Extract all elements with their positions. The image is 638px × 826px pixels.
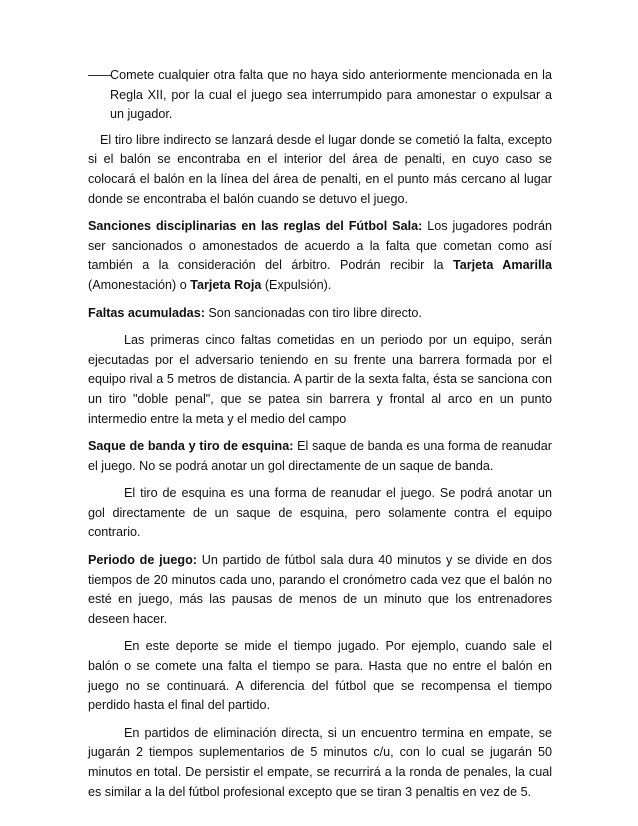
heading-periodo-de-juego: Periodo de juego: [88, 553, 197, 568]
paragraph-primeras-faltas: Las primeras cinco faltas cometidas en un periodo por un equipo, serán ejecutadas por el adversario teniendo en su frente una barrera formada por el equipo rival a 5 metros de distancia. A partir de la sexta falta, ésta se sanciona con un tiro "doble penal", que se patea sin barrera y frontal al arco en un punto intermedio entre la meta y el medio del campo [88, 333, 552, 426]
em-dash-bullet: —— [88, 68, 112, 82]
faltas-text: Son sancionadas con tiro libre directo. [204, 305, 422, 320]
tarjeta-roja-label: Tarjeta Roja [190, 277, 262, 292]
paragraph-faltas-acumuladas [88, 304, 552, 324]
paragraph-eliminacion-directa: En partidos de eliminación directa, si un encuentro termina en empate, se jugarán 2 tiempos suplementarios de 5 minutos c/u, con lo cual se jugarán 50 minutos en total. De persistir el empate, se recurrirá a la ronda de penales, la cual es similar a la del fútbol profesional excepto que se tiran 3 penaltis en vez de 5. [88, 725, 552, 799]
paragraph-tiro-de-esquina: El tiro de esquina es una forma de reanudar el juego. Se podrá anotar un gol directamente de un saque de esquina, pero solamente contra el equipo contrario. [88, 486, 552, 540]
tarjeta-amarilla-label: Tarjeta Amarilla [452, 258, 553, 273]
rule-bullet-item [88, 66, 552, 125]
sanciones-text-b: (Amonestación) o [88, 277, 191, 292]
paragraph-tiempo-jugado: En este deporte se mide el tiempo jugado. Por ejemplo, cuando sale el balón o se comete una falta el tiempo se para. Hasta que no entre el balón en juego no se continuará. A diferencia del fútbol que se recompensa el tiempo perdido hasta el final del partido. [88, 639, 552, 713]
paragraph-sanciones [88, 217, 552, 295]
periodo-text: Un partido de fútbol sala dura 40 minutos y se divide en dos tiempos de 20 minutos cada uno, parando el cronómetro cada vez que el balón no esté en juego, más las pausas de menos de un minuto que los entrenadores deseen hacer. [88, 553, 552, 626]
paragraph-periodo-de-juego [88, 551, 552, 629]
heading-sanciones: Sanciones disciplinarias en las reglas del Fútbol Sala: [88, 219, 423, 234]
paragraph-saque-de-banda [88, 437, 552, 476]
paragraph-tiro-libre-indirecto: El tiro libre indirecto se lanzará desde el lugar donde se cometió la falta, excepto si el balón se encontraba en el interior del área de penalti, en cuyo caso se colocará el balón en la línea del área de penalti, en el punto más cercano al lugar donde se encontraba el balón cuando se detuvo el juego. [88, 132, 552, 206]
heading-faltas-acumuladas: Faltas acumuladas: [88, 305, 205, 320]
sanciones-text-a: Los jugadores podrán ser sancionados o amonestados de acuerdo a la falta que cometan como así también a la consideración del árbitro. Podrán recibir la [88, 219, 552, 273]
document-page [88, 66, 552, 810]
saque-text: El saque de banda es una forma de reanudar el juego. No se podrá anotar un gol directamente de un saque de banda. [88, 439, 552, 473]
heading-saque-de-banda: Saque de banda y tiro de esquina: [88, 439, 294, 454]
bullet-text: Comete cualquier otra falta que no haya sido anteriormente mencionada en la Regla XII, por la cual el juego sea interrumpido para amonestar o expulsar a un jugador. [110, 68, 552, 122]
sanciones-text-c: (Expulsión). [261, 277, 332, 292]
